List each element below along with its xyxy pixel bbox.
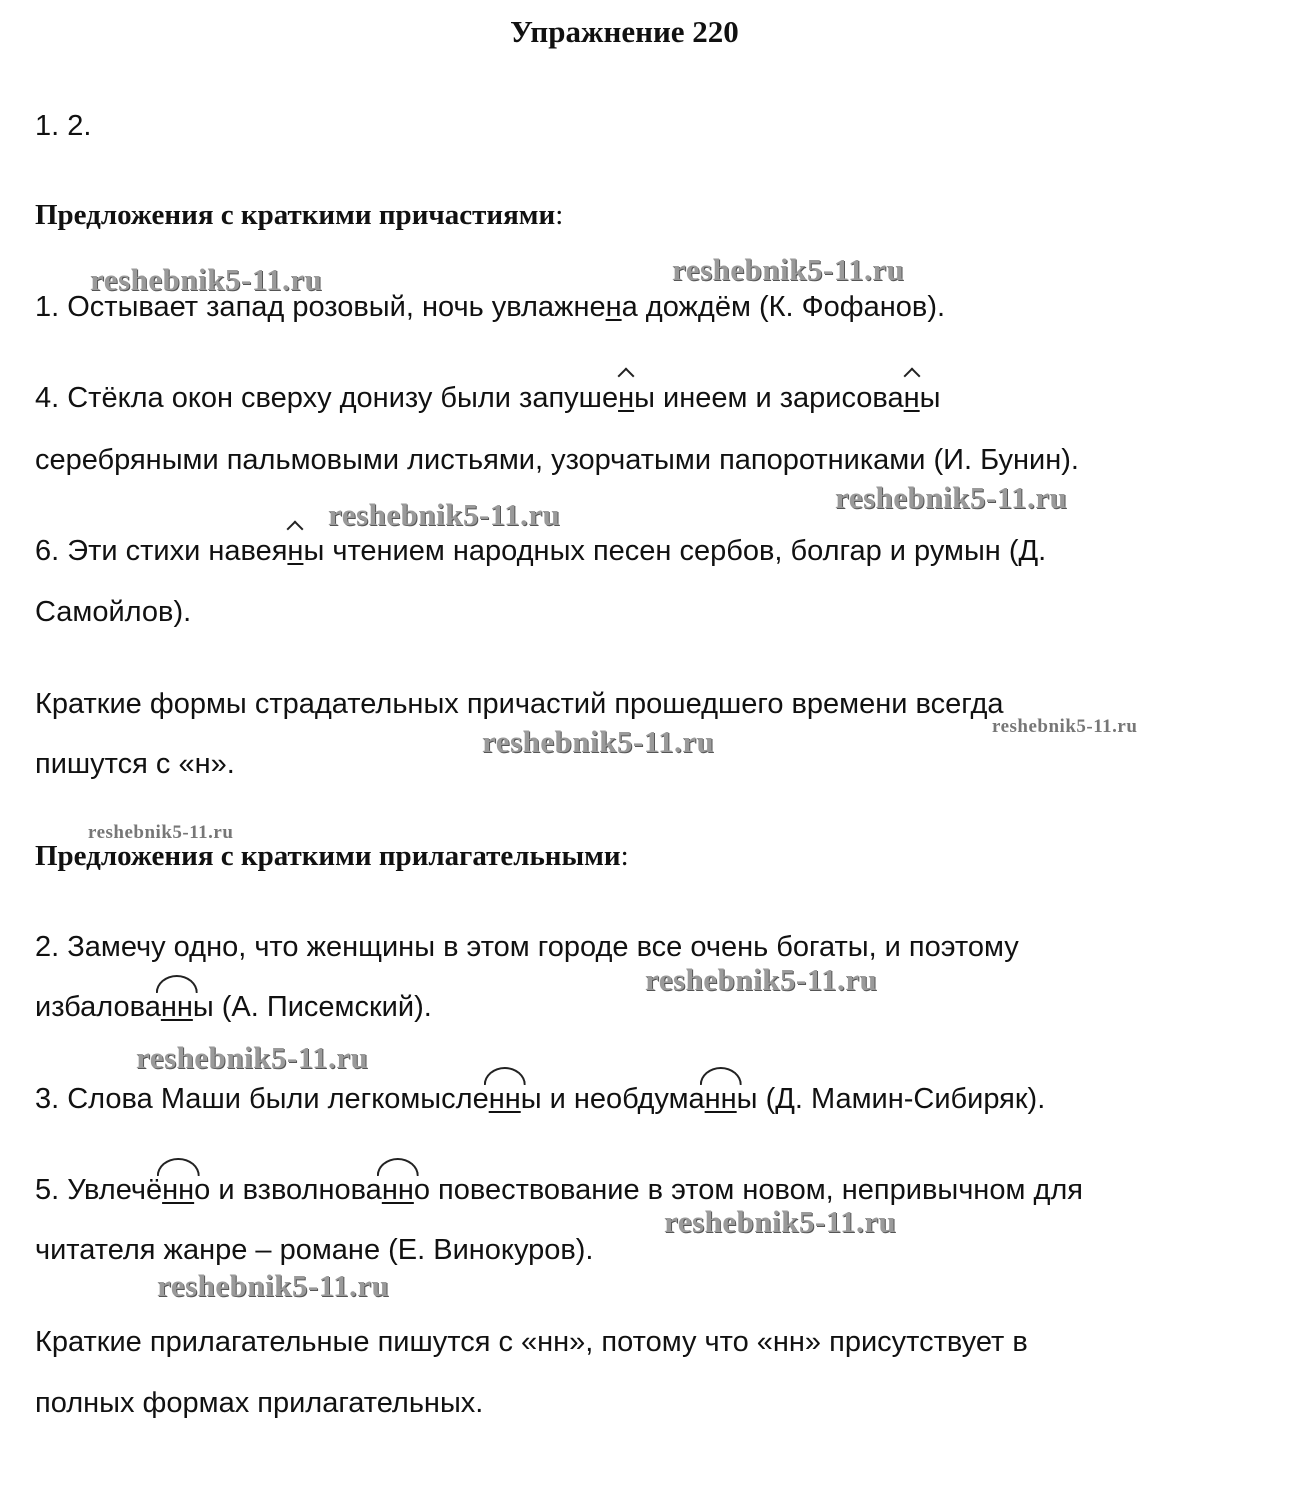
heading-text: Предложения с краткими прилагательными xyxy=(35,840,621,872)
suffix-nn-marked: нн xyxy=(704,1083,737,1115)
watermark: reshebnik5-11.ru xyxy=(835,480,1068,515)
suffix-n-marked: н xyxy=(618,382,635,414)
task-numbers: 1. 2. xyxy=(35,110,92,142)
sentence-text: избалова xyxy=(35,991,161,1023)
sentence-2-line-2 xyxy=(35,989,432,1025)
sentence-text: ы и необдума xyxy=(520,1083,705,1115)
sentence-text: ы (А. Писемский). xyxy=(192,991,432,1023)
suffix-nn-marked: нн xyxy=(160,991,193,1023)
sentence-text: ы чтением народных песен сербов, болгар и румын (Д. xyxy=(303,535,1047,567)
watermark: reshebnik5-11.ru xyxy=(88,822,234,843)
sentence-text: 3. Слова Маши были легкомысле xyxy=(35,1083,489,1115)
sentence-3 xyxy=(35,1081,1045,1117)
sentence-6-line-1 xyxy=(35,533,1046,569)
sentence-text: ы (Д. Мамин-Сибиряк). xyxy=(736,1083,1046,1115)
rule-participles-line-2: пишутся с «н». xyxy=(35,748,235,780)
watermark: reshebnik5-11.ru xyxy=(90,262,323,297)
suffix-nn-marked: нн xyxy=(488,1083,521,1115)
heading-colon: : xyxy=(555,199,564,231)
watermark: reshebnik5-11.ru xyxy=(482,724,715,759)
sentence-4-line-2: серебряными пальмовыми листьями, узорчатыми папоротниками (И. Бунин). xyxy=(35,444,1079,476)
watermark: reshebnik5-11.ru xyxy=(992,716,1138,737)
page-title: Упражнение 220 xyxy=(510,14,739,49)
sentence-text: о повествование в этом новом, непривычном для xyxy=(413,1174,1083,1206)
watermark: reshebnik5-11.ru xyxy=(328,497,561,532)
sentence-text: о и взволнова xyxy=(194,1174,382,1206)
sentence-text: ы инеем и зарисова xyxy=(634,382,904,414)
sentence-text: ы xyxy=(919,382,941,414)
watermark: reshebnik5-11.ru xyxy=(664,1204,897,1239)
sentence-5-line-1 xyxy=(35,1172,1083,1208)
watermark: reshebnik5-11.ru xyxy=(645,962,878,997)
suffix-n-marked: н xyxy=(903,382,920,414)
sentence-text: а дождём (К. Фофанов). xyxy=(621,291,946,323)
rule-adjectives-line-2: полных формах прилагательных. xyxy=(35,1387,484,1419)
sentence-6-line-2: Самойлов). xyxy=(35,596,192,628)
watermark: reshebnik5-11.ru xyxy=(157,1268,390,1303)
heading-text: Предложения с краткими причастиями xyxy=(35,199,556,231)
sentence-4-line-1 xyxy=(35,380,941,416)
sentence-text: 6. Эти стихи навея xyxy=(35,535,288,567)
section-heading-participles xyxy=(35,197,563,233)
rule-participles-line-1: Краткие формы страдательных причастий прошедшего времени всегда xyxy=(35,688,1004,720)
watermark: reshebnik5-11.ru xyxy=(672,252,905,287)
sentence-5-line-2: читателя жанре – романе (Е. Винокуров). xyxy=(35,1234,594,1266)
sentence-text: 4. Стёкла окон сверху донизу были запуше xyxy=(35,382,619,414)
sentence-text: 5. Увлечё xyxy=(35,1174,163,1206)
suffix-n-marked: н xyxy=(605,291,622,323)
watermark: reshebnik5-11.ru xyxy=(136,1040,369,1075)
suffix-nn-marked: нн xyxy=(162,1174,195,1206)
heading-colon: : xyxy=(620,840,629,872)
suffix-nn-marked: нн xyxy=(381,1174,414,1206)
suffix-n-marked: н xyxy=(287,535,304,567)
rule-adjectives-line-1: Краткие прилагательные пишутся с «нн», потому что «нн» присутствует в xyxy=(35,1326,1028,1358)
sentence-text: 1. Остывает запад розовый, ночь увлажне xyxy=(35,291,606,323)
sentence-2-line-1: 2. Замечу одно, что женщины в этом городе все очень богаты, и поэтому xyxy=(35,931,1019,963)
